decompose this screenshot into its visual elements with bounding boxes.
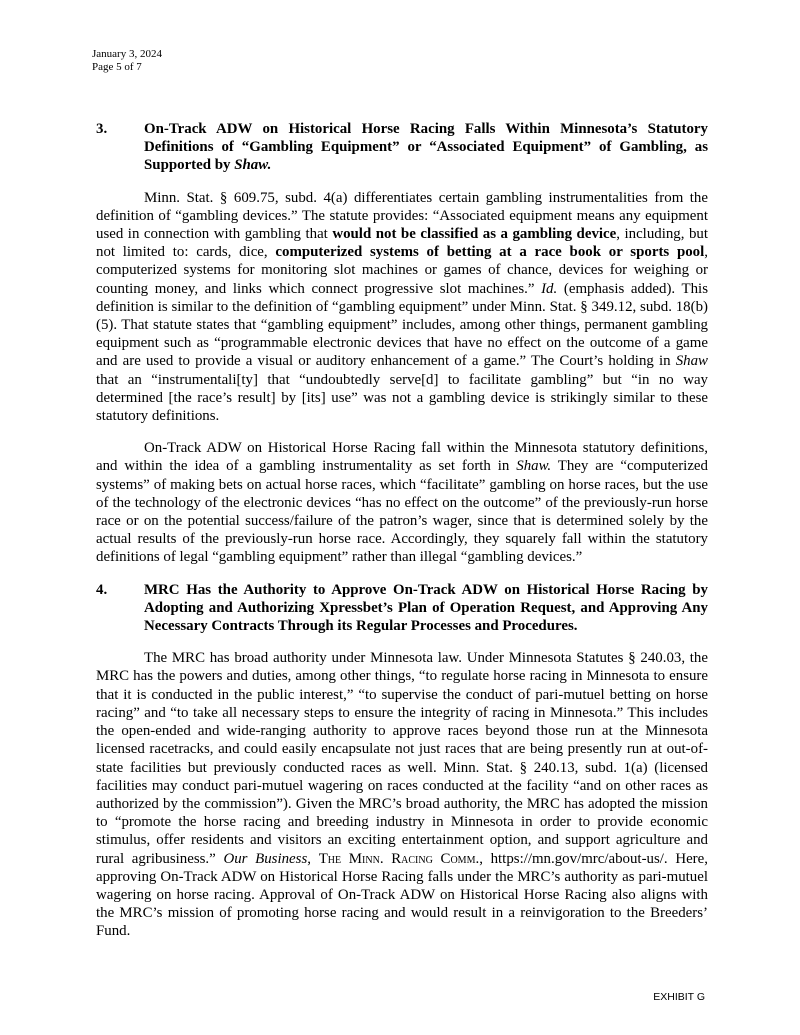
text-run: , https://mn.gov/mrc/about-us/. Here, approving On-Track ADW on Historical Horse Racing falls under the MRC’s authority as pari-mutuel wagering on horse racing. Approval of On-Track ADW on Historical Horse Racing also aligns with the MRC’s mission of promoting horse racing and would result in a reinvigoration to the Breeders’ Fund. — [96, 850, 708, 940]
emphasis-run: would not be classified as a gambling device — [332, 226, 617, 243]
letter-date: January 3, 2024 — [92, 48, 162, 60]
section-3-heading — [96, 120, 708, 175]
page-number: Page 5 of 7 — [92, 61, 142, 73]
case-name-run: Shaw — [675, 353, 708, 370]
section-3-title-case: Shaw. — [234, 157, 272, 174]
text-run: , computerized systems for monitoring slot machines or games of chance, devices for weighing or counting money, and links which connect progressive slot machines.” — [96, 244, 708, 297]
section-3-number: 3. — [96, 121, 108, 137]
section-4-number: 4. — [96, 581, 108, 598]
text-run: , — [307, 850, 319, 867]
text-run: They are “computerized systems” of making bets on actual horse races, which “facilitate” gambling on horse races, but the use of the technology of the electronic devices “has no effect on the outcome” of the previously-run horse race or on the potential success/failure of the patron’s wager, since that is determined solely by the actual results of the previously-run horse race. Accordingly, they squarely fall within the statutory definitions of legal “gambling equipment” rather than illegal “gambling devices.” — [96, 458, 708, 566]
section-3-title — [144, 120, 708, 175]
case-name-run: Shaw. — [516, 458, 552, 475]
section-4-heading — [96, 581, 708, 636]
section-3-paragraph-2 — [96, 439, 708, 566]
text-run: , including, but not limited to: cards, dice, — [96, 226, 708, 261]
text-run: The MRC has broad authority under Minnesota law. Under Minnesota Statutes § 240.03, the MRC has the powers and duties, among other things, “to regulate horse racing in Minnesota to ensure that it is conducted in the public interest,” “to supervise the conduct of pari-mutuel betting on horse racing” and “to take all necessary steps to ensure the integrity of racing in Minnesota.” This includes the open-ended and wide-ranging authority to approve races beyond those run at the Minnesota licensed racetracks, and could easily encapsulate not just races that are being presently run at out-of-state facilities but previously conducted races as well. Minn. Stat. § 240.13, subd. 1(a) (licensed facilities may conduct pari-mutuel wagering on races conducted at the facility “and on other races as authorized by the commission”). Given the MRC’s broad authority, the MRC has adopted the mission to “promote the horse racing and breeding industry in Minnesota in order to provide economic stimulus, offer residents and visitors an exciting entertainment option, and support agriculture and rural agribusiness.” — [96, 650, 708, 867]
text-run: that an “instrumentali[ty] that “undoubtedly serve[d] to facilitate gambling” but “in no way determined [the race’s result] by [its] use” was not a gambling device is strikingly similar to these statutory definitions. — [96, 371, 708, 425]
document-body — [96, 120, 708, 955]
text-run: (emphasis added). This definition is similar to the definition of “gambling equipment” under Minn. Stat. § 349.12, subd. 18(b)(5). That statute states that “gambling equipment” includes, among other things, permanent gambling equipment such as “programmable electronic devices that have no effect on the outcome of a game and are used to provide a visual or auditory enhancement of a game.” The Court’s holding in — [96, 280, 708, 370]
text-run: Minn. Stat. § 609.75, subd. 4(a) differentiates certain gambling instrumentalities from the definition of “gambling devices.” The statute provides: “Associated equipment means any equipment used in connection with gambling that — [96, 189, 708, 243]
section-3-paragraph-1 — [96, 189, 708, 426]
citation-source-run: The Minn. Racing Comm. — [318, 850, 480, 867]
page-header — [92, 48, 162, 74]
exhibit-label: EXHIBIT G — [653, 991, 705, 1003]
citation-run: Our Business — [223, 850, 308, 867]
section-4-paragraph-1 — [96, 649, 708, 940]
citation-run: Id. — [541, 280, 558, 297]
section-3-title-text: On-Track ADW on Historical Horse Racing Falls Within Minnesota’s Statutory Definitions of “Gambling Equipment” or “Associated Equipment” of Gambling, as Supported by — [144, 121, 708, 174]
section-4-title: MRC Has the Authority to Approve On-Track ADW on Historical Horse Racing by Adopting and Authorizing Xpressbet’s Plan of Operation Request, and Approving Any Necessary Contracts Through its Regular Processes and Procedures. — [144, 581, 708, 635]
text-run: On-Track ADW on Historical Horse Racing fall within the Minnesota statutory definitions, and within the idea of a gambling instrumentality as set forth in — [96, 440, 708, 475]
emphasis-run: computerized systems of betting at a race book or sports pool — [275, 244, 705, 261]
